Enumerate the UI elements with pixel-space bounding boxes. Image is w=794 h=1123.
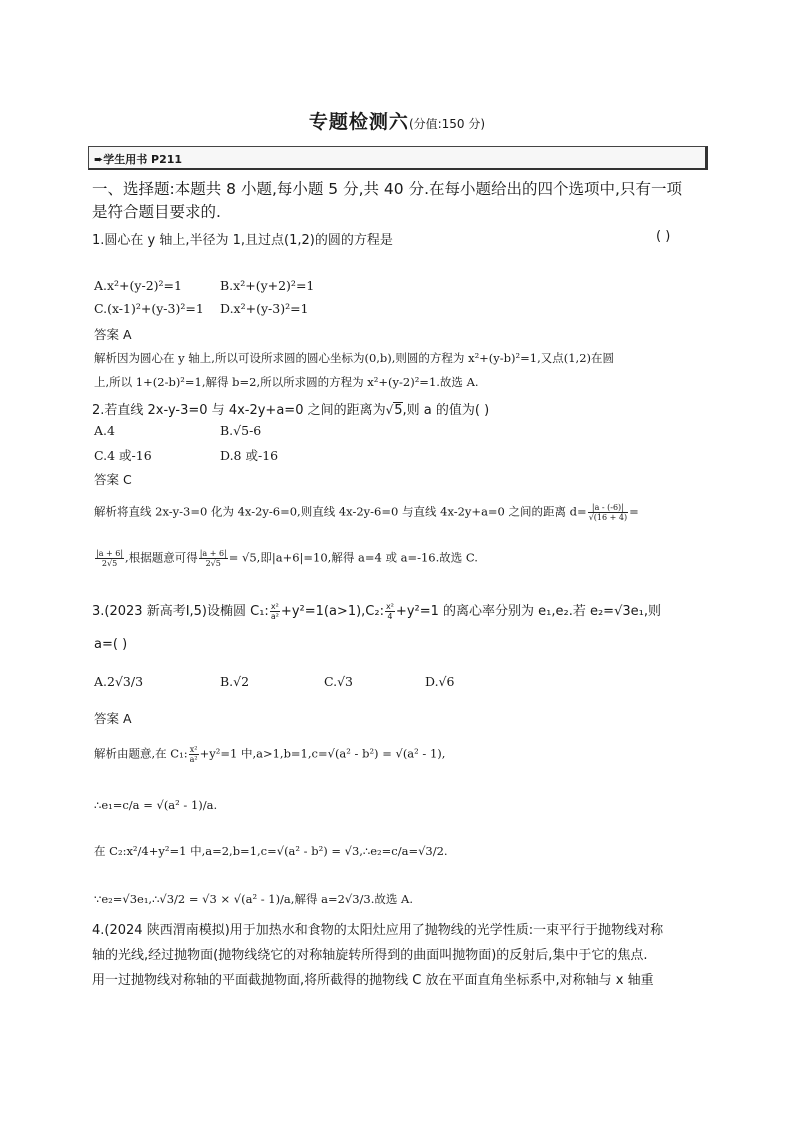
q4-line3: 用一过抛物线对称轴的平面截抛物面,将所截得的抛物线 C 放在平面直角坐标系中,对称轴与 x 轴重 — [92, 973, 654, 988]
q2-answer: 答案 C — [94, 472, 132, 487]
q3-answer: 答案 A — [94, 711, 132, 726]
q3-option-c: C.√3 — [324, 674, 354, 689]
q2-option-c: C.4 或-16 — [94, 448, 152, 463]
q3-solution-line4: ∵e₂=√3e₁,∴√3/2 = √3 × √(a² - 1)/a,解得 a=2√3/3.故选 A. — [94, 892, 414, 906]
q1-bracket: ( ) — [656, 229, 671, 244]
q2-stem: 2.若直线 2x-y-3=0 与 4x-2y+a=0 之间的距离为√5,则 a 的值为( ) — [92, 403, 490, 418]
q2-option-b: B.√5-6 — [220, 423, 262, 438]
q1-solution-line1: 解析因为圆心在 y 轴上,所以可设所求圆的圆心坐标为(0,b),则圆的方程为 x²+(y-b)²=1,又点(1,2)在圆 — [94, 351, 615, 365]
section-heading-line2: 是符合题目要求的. — [92, 203, 221, 221]
q1-solution-line2: 上,所以 1+(2-b)²=1,解得 b=2,所以所求圆的方程为 x²+(y-2)²=1.故选 A. — [94, 375, 479, 389]
q2-option-a: A.4 — [94, 423, 115, 438]
q4-line2: 轴的光线,经过抛物面(抛物线绕它的对称轴旋转所得到的曲面叫抛物面)的反射后,集中于它的焦点. — [92, 948, 648, 963]
title-main: 专题检测六 — [308, 111, 409, 133]
banner-text: ➨学生用书 P211 — [94, 153, 183, 166]
q3-stem-line2: a=( ) — [94, 637, 128, 652]
q1-option-d: D.x²+(y-3)²=1 — [220, 301, 309, 316]
q3-solution-line2: ∴e₁=c/a = √(a² - 1)/a. — [94, 798, 218, 812]
q2-solution-line1: 解析将直线 2x-y-3=0 化为 4x-2y-6=0,则直线 4x-2y-6=0 与直线 4x-2y+a=0 之间的距离 d= $\frac{|a - (-6)|}{√(16 + 4)}$ = — [94, 503, 639, 522]
q1-option-b: B.x²+(y+2)²=1 — [220, 278, 315, 293]
q1-answer: 答案 A — [94, 327, 132, 342]
q1-stem: 1.圆心在 y 轴上,半径为 1,且过点(1,2)的圆的方程是 — [92, 233, 393, 248]
q2-option-d: D.8 或-16 — [220, 448, 279, 463]
q1-option-a: A.x²+(y-2)²=1 — [94, 278, 182, 293]
q3-stem: 3.(2023 新高考Ⅰ,5)设椭圆 C₁: $\frac{\text{x²}}{\text{a²}}$ +y²=1(a>1),C₂: $\frac{\text{x²}}{4}$ +y²=1 的离心率分别为 e₁,e₂.若 e₂=√3e₁,则 — [92, 602, 661, 621]
q3-option-b: B.√2 — [220, 674, 250, 689]
student-book-banner — [88, 146, 708, 170]
q3-solution-line1: 解析由题意,在 C₁: $\frac{\text{x²}}{\text{a²}}$ +y²=1 中,a>1,b=1,c=√(a² - b²) = √(a² - 1), — [94, 745, 446, 764]
page-title — [0, 107, 794, 134]
q3-option-a: A.2√3/3 — [94, 674, 144, 689]
score-note: (分值:150 分) — [408, 117, 486, 131]
q3-option-d: D.√6 — [425, 674, 455, 689]
q4-line1: 4.(2024 陕西渭南模拟)用于加热水和食物的太阳灶应用了抛物线的光学性质:一束平行于抛物线对称 — [92, 923, 664, 938]
q3-solution-line3: 在 C₂:x²/4+y²=1 中,a=2,b=1,c=√(a² - b²) = √3,∴e₂=c/a=√3/2. — [94, 844, 448, 858]
section-heading-line1: 一、选择题:本题共 8 小题,每小题 5 分,共 40 分.在每小题给出的四个选项中,只有一项 — [92, 180, 682, 198]
q1-option-c: C.(x-1)²+(y-3)²=1 — [94, 301, 204, 316]
q2-solution-line2: $\frac{|a + 6|}{2√5}$ ,根据题意可得 $\frac{|a + 6|}{2√5}$ = √5,即|a+6|=10,解得 a=4 或 a=-16.故选 C. — [96, 549, 478, 568]
